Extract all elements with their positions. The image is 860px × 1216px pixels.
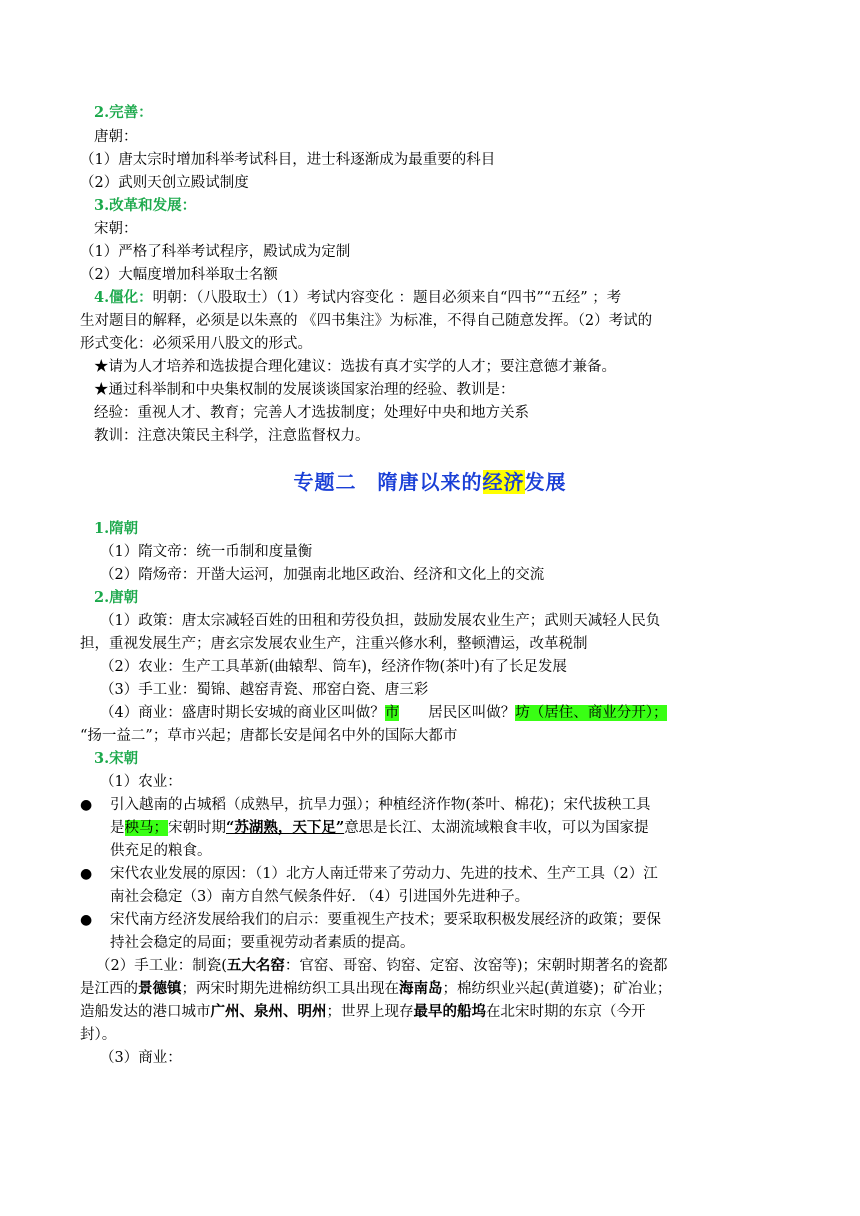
text-line: 南社会稳定（3）南方自然气候条件好. （4）引进国外先进种子。 xyxy=(110,889,530,905)
title-highlight: 经济 xyxy=(482,470,525,494)
text-span: ；棉纺织业兴起(黄道婆)；矿冶业； xyxy=(442,981,672,997)
text-line xyxy=(80,1001,646,1023)
bullet-icon: ● xyxy=(80,912,93,928)
title-part: 专题二 隋唐以来的 xyxy=(293,470,483,494)
text-span: ；世界上现存 xyxy=(326,1004,414,1020)
text-span: 意思是长江、太湖流域粮食丰收，可以为国家提 xyxy=(344,820,649,836)
bold-term: 海南岛 xyxy=(399,980,443,997)
label-tang: 唐朝： xyxy=(94,129,138,145)
text-line: （1）隋文帝：统一币制和度量衡 xyxy=(100,544,313,560)
text-line: 形式变化：必须采用八股文的形式。 xyxy=(80,336,312,352)
heading-reform: 3.改革和发展： xyxy=(94,197,197,214)
text-span: 在北宋时期的东京（今开 xyxy=(486,1004,646,1020)
bullet-icon: ● xyxy=(80,866,93,882)
bold-term: 景德镇 xyxy=(138,980,182,997)
text-span: （4）商业：盛唐时期长安城的商业区叫做？ xyxy=(100,705,385,721)
text-line: 引入越南的占城稻（成熟早，抗旱力强）；种植经济作物(茶叶、棉花)；宋代拔秧工具 xyxy=(110,797,651,813)
bold-term: 最早的船坞 xyxy=(413,1003,486,1020)
text-span: 明朝：（八股取士）（1）考试内容变化 ：题目必须来自“四书”“五经” ；考 xyxy=(152,290,622,306)
heading-tang: 2.唐朝 xyxy=(94,589,139,606)
highlight-answer: 坊（居住、商业分开）； xyxy=(515,705,668,721)
bold-term: 五大名窑 xyxy=(226,957,285,974)
text-line: 封）。 xyxy=(80,1027,117,1043)
section-title xyxy=(0,466,860,495)
text-line: （2）农业：生产工具革新(曲辕犁、筒车)，经济作物(茶叶)有了长足发展 xyxy=(100,659,567,675)
highlight-answer: 市 xyxy=(384,705,400,721)
text-line: “扬一益二”；草市兴起；唐都长安是闻名中外的国际大都市 xyxy=(80,728,458,744)
heading-song: 3.宋朝 xyxy=(94,750,139,767)
title-part: 发展 xyxy=(524,470,567,494)
text-line: ★请为人才培养和选拔提合理化建议：选拔有真才实学的人才；要注意德才兼备。 xyxy=(94,359,616,375)
text-span: 宋朝时期 xyxy=(168,820,226,836)
text-span: ：官窑、哥窑、钧窑、定窑、汝窑等)；宋朝时期著名的瓷都 xyxy=(284,958,668,974)
bold-term: 广州、泉州、明州 xyxy=(210,1003,327,1020)
text-line: （1）唐太宗时增加科举考试科目，进士科逐渐成为最重要的科目 xyxy=(80,152,496,168)
text-line xyxy=(80,978,671,1000)
text-line: （2）武则天创立殿试制度 xyxy=(80,175,249,191)
text-line: 生对题目的解释，必须是以朱熹的 《四书集注》为标准，不得自己随意发挥。（2）考试的 xyxy=(80,313,653,329)
label-song: 宋朝： xyxy=(94,221,138,237)
text-span: 居民区叫做？ xyxy=(399,705,516,721)
text-line: 持社会稳定的局面；要重视劳动者素质的提高。 xyxy=(110,935,415,951)
heading-rigid: 4.僵化： xyxy=(94,289,153,306)
underlined-phrase: “苏湖熟，天下足” xyxy=(226,819,345,836)
text-line: 宋代南方经济发展给我们的启示：要重视生产技术；要采取积极发展经济的政策；要保 xyxy=(110,912,661,928)
text-line: 教训：注意决策民主科学，注意监督权力。 xyxy=(94,428,370,444)
text-span: 是江西的 xyxy=(80,981,138,997)
text-span: ；两宋时期先进棉纺织工具出现在 xyxy=(181,981,399,997)
text-line: 担，重视发展生产；唐玄宗发展农业生产，注重兴修水利，整顿漕运，改革税制 xyxy=(80,636,588,652)
text-span: （2）手工业：制瓷( xyxy=(96,958,227,974)
text-line: （2）大幅度增加科举取士名额 xyxy=(80,267,278,283)
text-span: 造船发达的港口城市 xyxy=(80,1004,211,1020)
text-line: 供充足的粮食。 xyxy=(110,843,212,859)
text-span: 是 xyxy=(110,820,125,836)
text-line: ★通过科举制和中央集权制的发展谈谈国家治理的经验、教训是： xyxy=(94,382,515,398)
highlight-answer: 秧马； xyxy=(124,820,168,836)
text-line: （2）隋炀帝：开凿大运河，加强南北地区政治、经济和文化上的交流 xyxy=(100,567,545,583)
heading-sui: 1.隋朝 xyxy=(94,520,139,537)
text-line: （3）手工业：蜀锦、越窑青瓷、邢窑白瓷、唐三彩 xyxy=(100,682,429,698)
text-line xyxy=(94,287,621,309)
text-line: （3）商业： xyxy=(100,1050,182,1066)
text-line: 经验：重视人才、教育；完善人才选拔制度；处理好中央和地方关系 xyxy=(94,405,529,421)
text-line: （1）政策：唐太宗减轻百姓的田租和劳役负担，鼓励发展农业生产；武则天减轻人民负 xyxy=(100,613,661,629)
text-line xyxy=(100,702,667,724)
text-line xyxy=(110,817,649,839)
bullet-icon: ● xyxy=(80,797,93,813)
text-line: （1）农业： xyxy=(100,774,182,790)
heading-perfect: 2.完善： xyxy=(94,104,153,121)
text-line: （1）严格了科举考试程序，殿试成为定制 xyxy=(80,244,351,260)
text-line: 宋代农业发展的原因：（1）北方人南迁带来了劳动力、先进的技术、生产工具（2）江 xyxy=(110,866,658,882)
text-line xyxy=(96,955,668,977)
